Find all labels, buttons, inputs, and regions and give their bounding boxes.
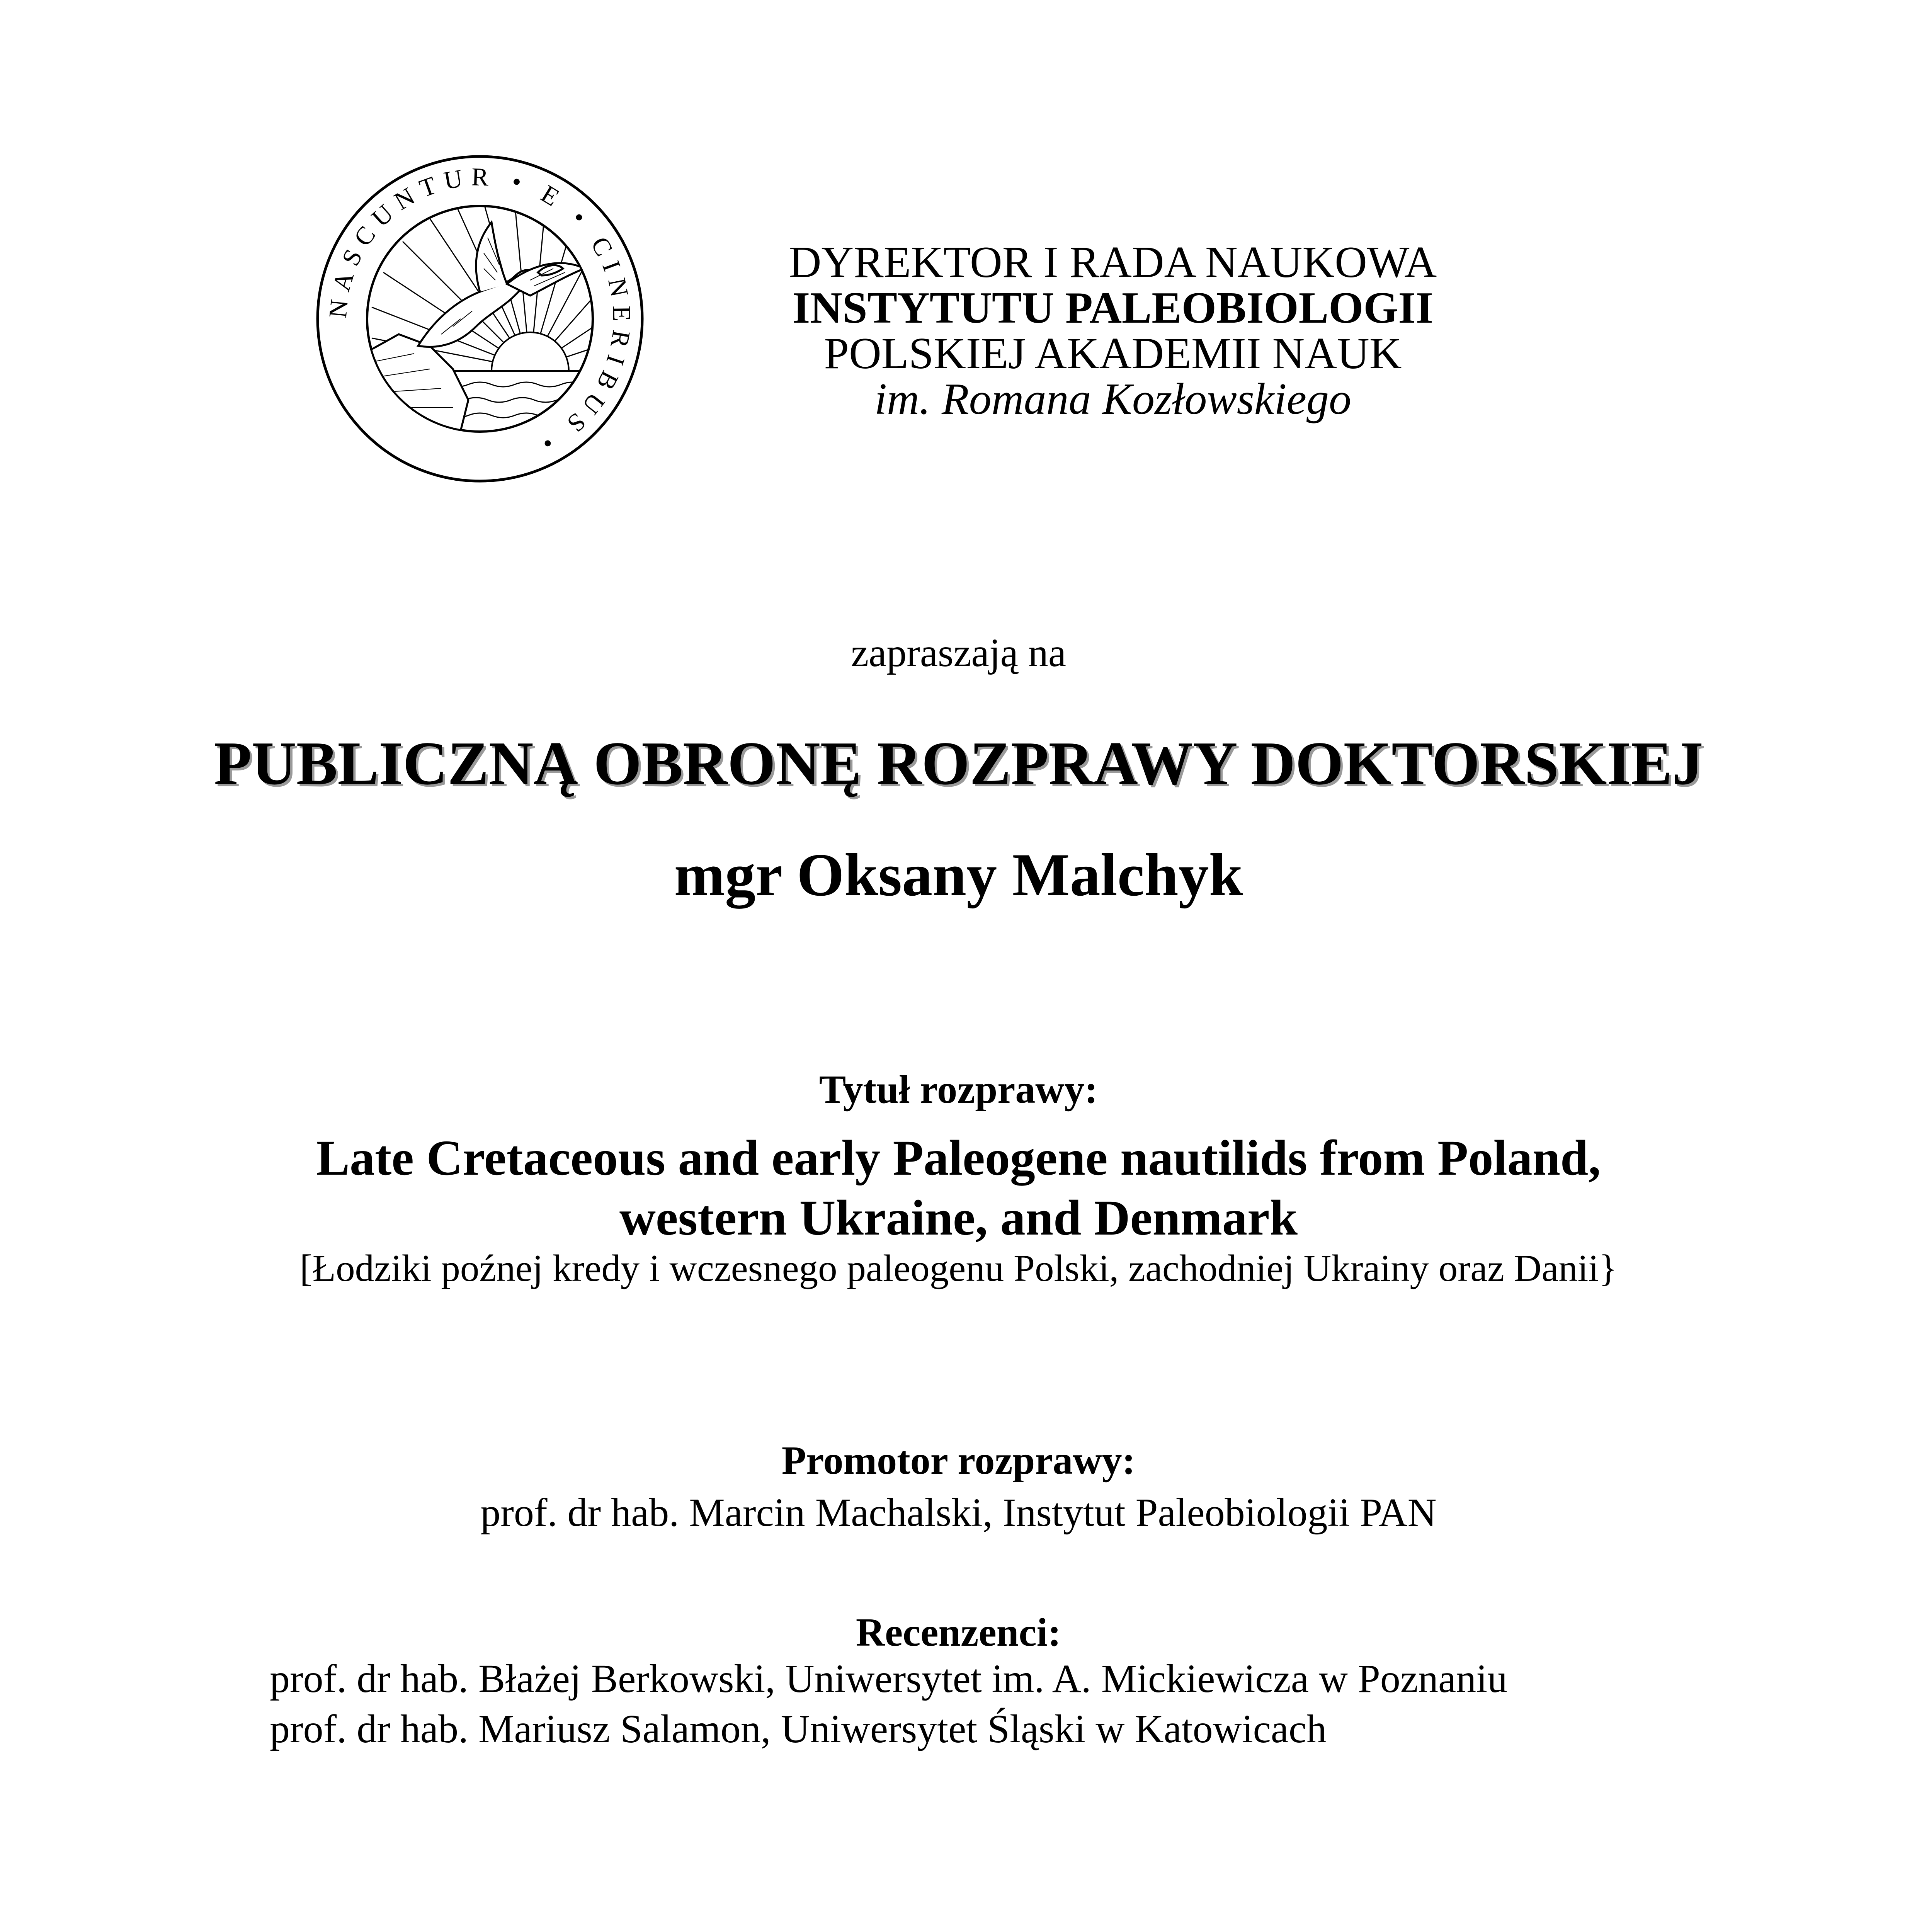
defense-title: PUBLICZNĄ OBRONĘ ROZPRAWY DOKTORSKIEJ bbox=[214, 729, 1703, 798]
thesis-title-line-1: Late Cretaceous and early Paleogene nautilids from Poland, bbox=[316, 1130, 1601, 1186]
institution-header bbox=[757, 240, 1468, 422]
header-line-academy: POLSKIEJ AKADEMII NAUK bbox=[824, 329, 1402, 378]
thesis-title-line-2: western Ukraine, and Denmark bbox=[619, 1190, 1298, 1246]
thesis-title bbox=[0, 1128, 1917, 1248]
reviewer-item: prof. dr hab. Błażej Berkowski, Uniwersytet im. A. Mickiewicza w Poznaniu bbox=[270, 1656, 1508, 1701]
promotor-label: Promotor rozprawy: bbox=[781, 1438, 1136, 1483]
reviewers-list bbox=[270, 1654, 1507, 1754]
seal-motto-text: NASCUNTUR • E • CINERIBUS • bbox=[323, 163, 636, 461]
candidate-name: mgr Oksany Malchyk bbox=[674, 841, 1243, 909]
thesis-label: Tytuł rozprawy: bbox=[819, 1067, 1098, 1112]
header-line-patron: im. Romana Kozłowskiego bbox=[874, 374, 1352, 424]
reviewer-item: prof. dr hab. Mariusz Salamon, Uniwersytet Śląski w Katowicach bbox=[270, 1707, 1327, 1751]
reviewers-label: Recenzenci: bbox=[856, 1610, 1061, 1655]
header-line-institute: INSTYTUTU PALEOBIOLOGII bbox=[793, 283, 1433, 333]
promotor-name: prof. dr hab. Marcin Machalski, Instytut Paleobiologii PAN bbox=[480, 1490, 1437, 1535]
institute-seal-logo bbox=[314, 153, 646, 485]
invitation-text: zapraszają na bbox=[850, 631, 1067, 675]
thesis-translation: [Łodziki poźnej kredy i wczesnego paleogenu Polski, zachodniej Ukrainy oraz Danii} bbox=[299, 1247, 1618, 1289]
header-line-director: DYREKTOR I RADA NAUKOWA bbox=[789, 238, 1437, 287]
